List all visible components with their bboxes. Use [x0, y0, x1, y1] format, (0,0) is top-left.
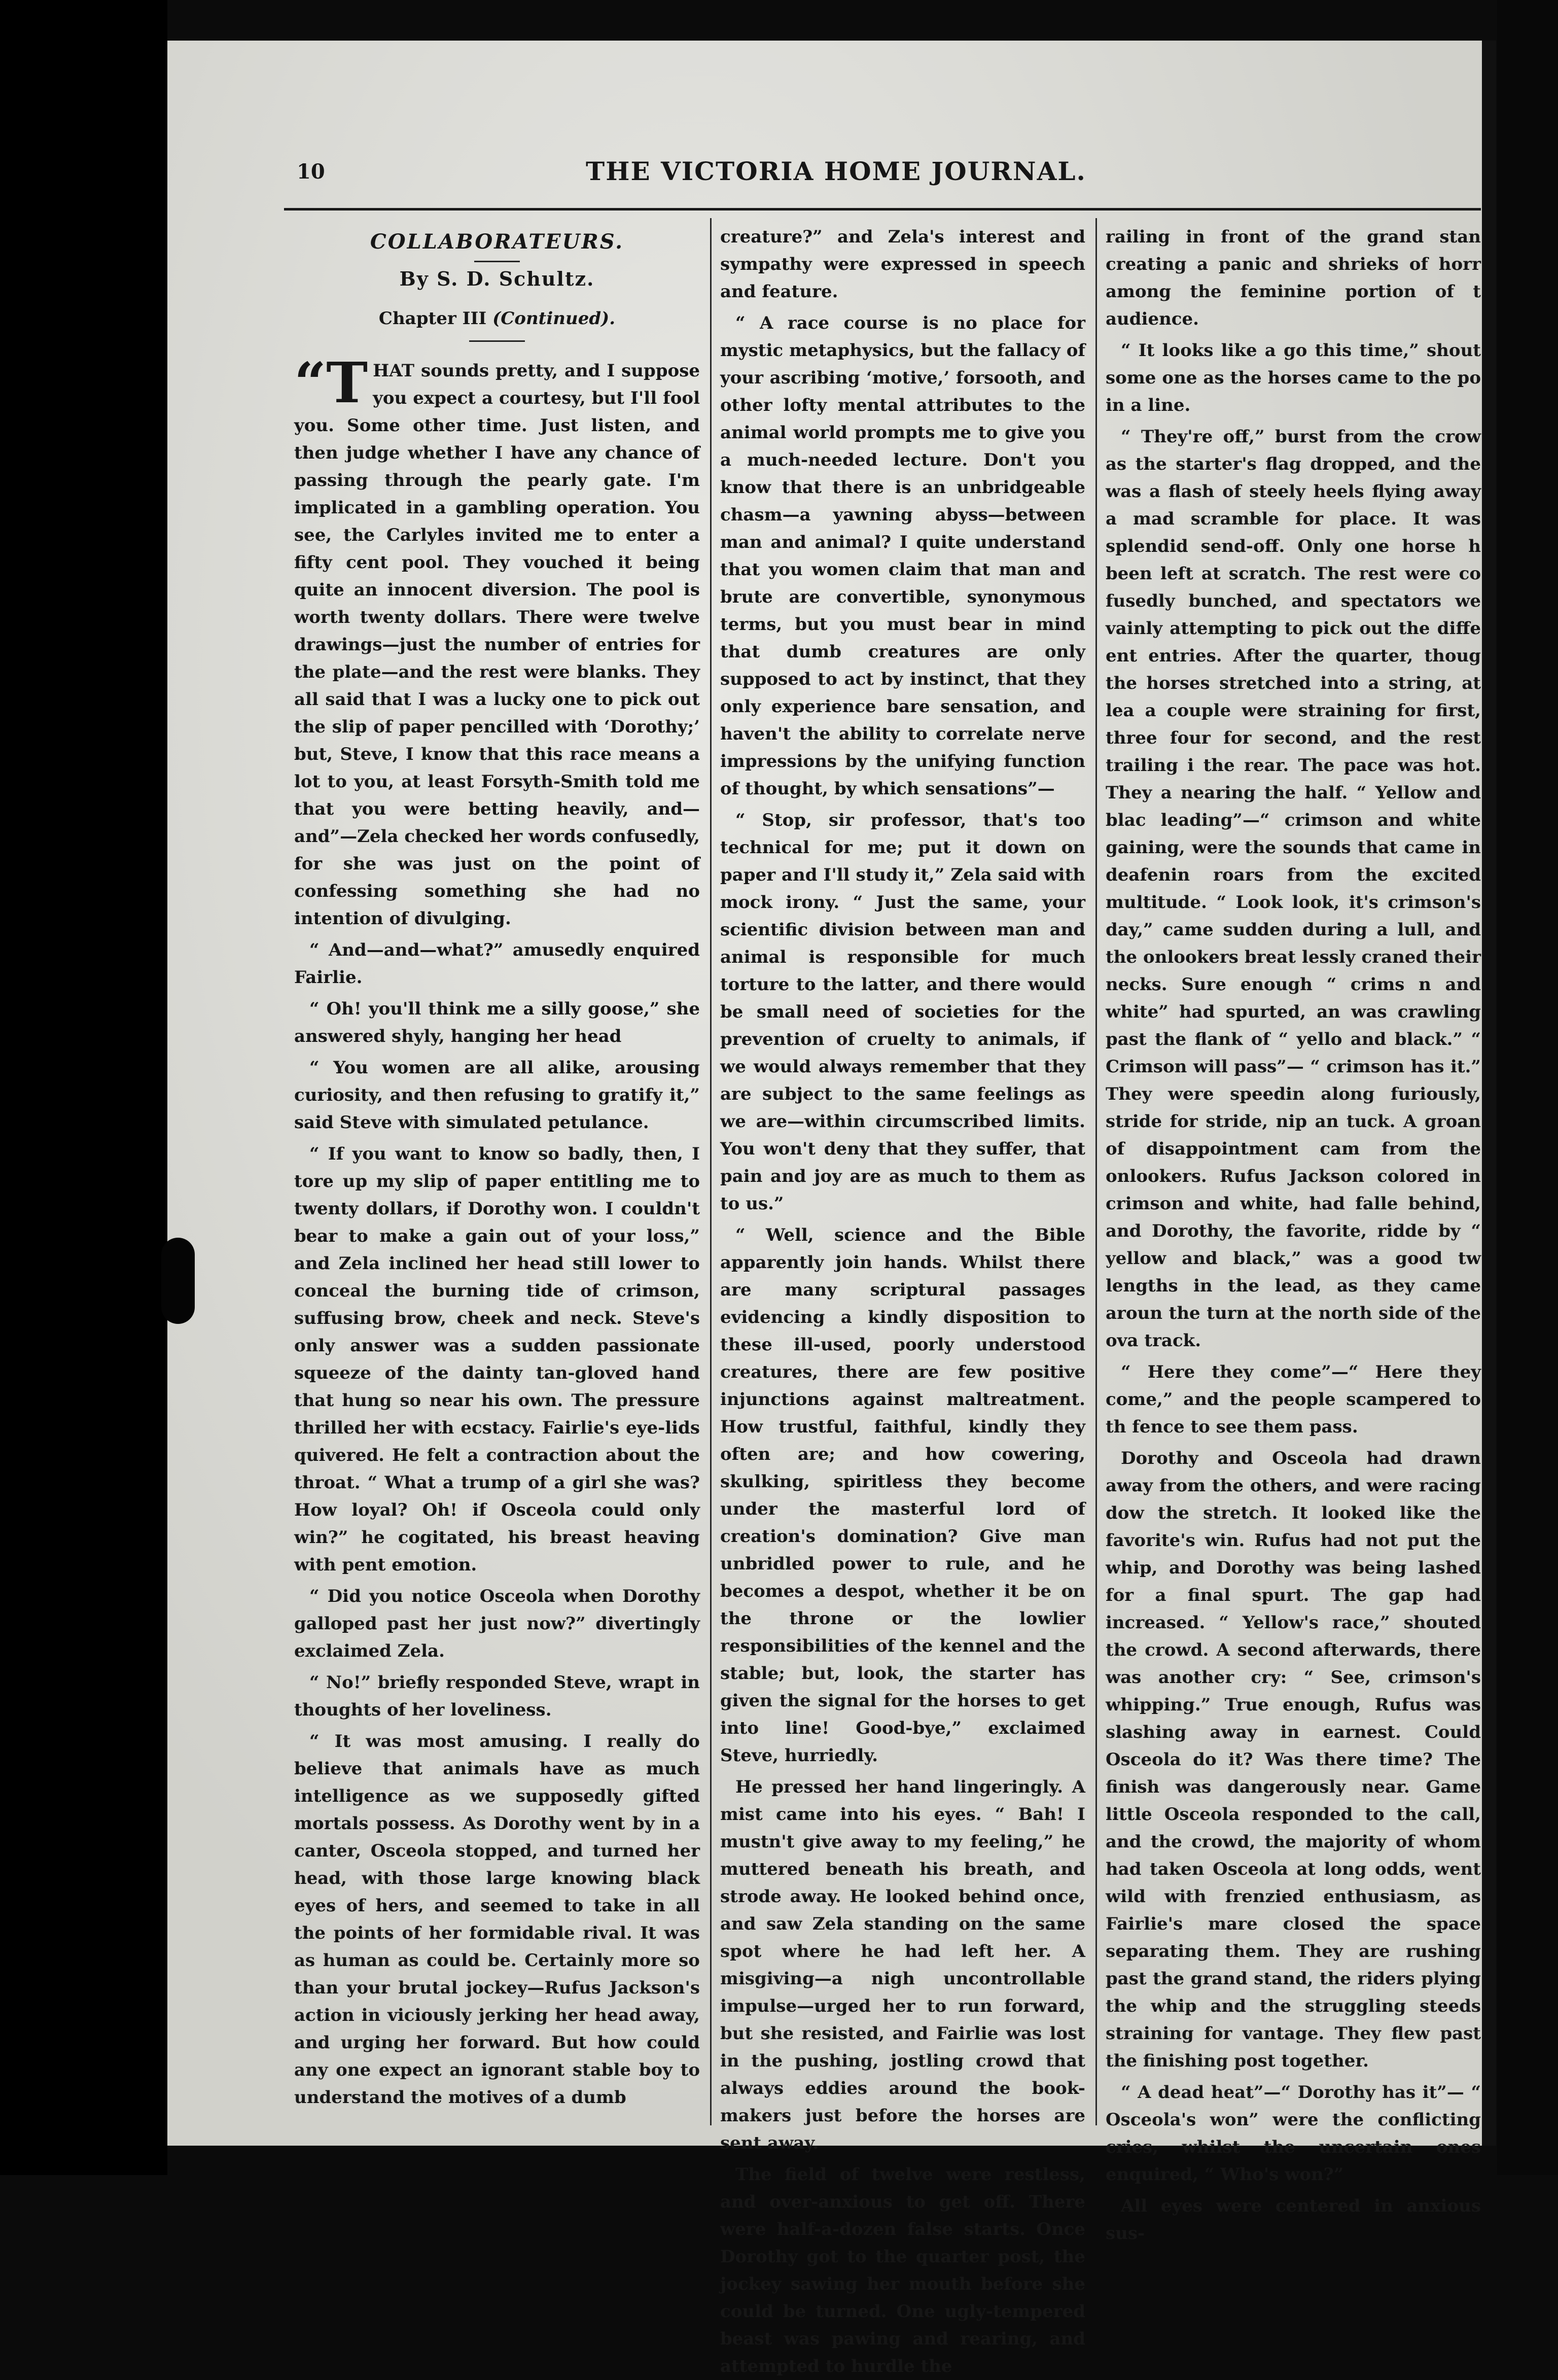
paragraph: “ They're off,” burst from the crow as the starter's flag dropped, and the was a flash of steely heels flying away a mad scramble for place. It was splendid send-off. Only one horse h been left at scratch. The rest were co fusedly bunched, and spectators we vainly attempting to pick out the diffe ent entries. After the quarter, thoug the horses stretched into a string, at lea a couple were straining for first, three four for second, and the rest trailing i the rear. The pace was hot. They a nearing the half. “ Yellow and blac leading”—“ crimson and white gaining, were the sounds that came in deafenin roars from the excited multitude. “ Look look, it's crimson's day,” came sudden during a lull, and the onlookers breat lessly craned their necks. Sure enough “ crims n and white” had spurted, an was crawling past the flank of “ yello and black.” “ Crimson will pass”— “ crimson has it.” They were speedin along furiously, stride for stride, nip an tuck. A groan of disappointment cam from the onlookers. Rufus Jackson colored in crimson and white, had falle behind, and Dorothy, the favorite, ridde by “ yellow and black,” was a good tw lengths in the lead, as they came aroun the turn at the north side of the ova track. — [1106, 427, 1481, 1351]
paragraph: “ If you want to know so badly, then, I tore up my slip of paper entitling me to twenty dollars, if Dorothy won. I couldn't bear to make a gain out of your loss,” and Zela inclined her head still lower to conceal the burning tide of crimson, suffusing brow, cheek and neck. Steve's only answer was a sudden passionate squeeze of the dainty tan-gloved hand that hung so near his own. The pressure thrilled her with ecstacy. Fairlie's eye-lids quivered. He felt a contraction about the throat. “ What a trump of a girl she was? How loyal? Oh! if Osceola could only win?” he cogitated, his breast heaving with pent emotion. — [294, 1144, 700, 1575]
chapter-label: Chapter III — [378, 308, 487, 329]
paragraph: “ Oh! you'll think me a silly goose,” she answered shyly, hanging her head — [294, 999, 700, 1046]
page-header — [297, 152, 1473, 198]
chapter-heading — [294, 305, 700, 332]
paragraph: “ It was most amusing. I really do believe that animals have as much intelligence as we supposedly gifted mortals possess. As Dorothy went by in a canter, Osceola stopped, and turned her head, with those large knowing black eyes of hers, and seemed to take in all the points of her formidable rival. It was as human as could be. Certainly more so than your brutal jockey—Rufus Jackson's action in viciously jerking her head away, and urging her forward. But how could any one expect an ignorant stable boy to understand the motives of a dumb — [294, 1731, 700, 2108]
page-edge-shadow — [1482, 41, 1496, 2146]
paragraph: “ No!” briefly responded Steve, wrapt in thoughts of her loveliness. — [294, 1672, 700, 1720]
newspaper-page — [167, 41, 1496, 2376]
paragraph: “ Here they come”—“ Here they come,” and the people scampered to th fence to see them pass. — [1106, 1362, 1481, 1437]
paragraph: Dorothy and Osceola had drawn away from the others, and were racing dow the stretch. It looked like the favorite's win. Rufus had not put the whip, and Dorothy was being lashed for a final spurt. The gap had increased. “ Yellow's race,” shouted the crowd. A second afterwards, there was another cry: “ See, crimson's whipping.” True enough, Rufus was slashing away in earnest. Could Osceola do it? Was there time? The finish was dangerously near. Game little Osceola responded to the call, and the crowd, the majority of whom had taken Osceola at long odds, went wild with frenzied enthusiasm, as Fairlie's mare closed the space separating them. They are rushing past the grand stand, the riders plying the whip and the struggling steeds straining for vantage. They flew past the finishing post together. — [1106, 1448, 1481, 2071]
ink-blot — [161, 1238, 195, 1324]
paragraph: The field of twelve were restless, and over-anxious to get off. There were half-a-dozen false starts. Once Dorothy got to the quarter post, the jockey sawing her mouth before she could be turned. One ugly-tempered beast was pawing and rearing, and attempted to hurdle the — [720, 2164, 1085, 2376]
paragraph-text: sounds pretty, and I suppose you expect a courtesy, but I'll fool you. Some other time. Just listen, and then judge whether I have any chance of passing through the pearly gate. I'm implicated in a gambling operation. You see, the Carlyles invited me to enter a fifty cent pool. They vouched it being quite an innocent diversion. The pool is worth twenty dollars. There were twelve drawings—just the number of entries for the plate—and the rest were blanks. They all said that I was a lucky one to pick out the slip of paper pencilled with ‘Dorothy;’ but, Steve, I know that this race means a lot to you, at least Forsyth-Smith told me that you were betting heavily, and—and”—Zela checked her words confusedly, for she was just on the point of confessing something she had no intention of divulging. — [294, 361, 700, 929]
paragraph: All eyes were centered in anxious sus- — [1106, 2196, 1481, 2244]
lead-word: HAT — [373, 361, 415, 381]
column-divider-1 — [710, 218, 712, 2125]
drop-cap: “T — [294, 350, 368, 415]
paragraph: “ And—and—what?” amusedly enquired Fairlie. — [294, 940, 700, 988]
journal-title: THE VICTORIA HOME JOURNAL. — [586, 156, 1086, 186]
paragraph: “ A race course is no place for mystic metaphysics, but the fallacy of your ascribing ‘motive,’ forsooth, and other lofty mental attributes to the animal world prompts me to give you a much-needed lecture. Don't you know that there is an unbridgeable chasm—a yawning abyss—between man and animal? I quite understand that you women claim that man and brute are convertible, synonymous terms, but you must bear in mind that dumb creatures are only supposed to act by instinct, that they only experience bare sensation, and haven't the ability to correlate nerve impressions by the unifying function of thought, by which sensations”— — [720, 313, 1085, 799]
header-rule — [284, 208, 1481, 211]
film-border-right — [1497, 0, 1558, 2175]
page-number: 10 — [297, 160, 325, 184]
text-column-2 — [720, 223, 1085, 2376]
chapter-note: (Continued). — [492, 308, 616, 329]
paragraph: “ It looks like a go this time,” shout some one as the horses came to the po in a line. — [1106, 340, 1481, 415]
paragraph: “ Did you notice Osceola when Dorothy galloped past her just now?” divertingly exclaimed Zela. — [294, 1586, 700, 1661]
paragraph — [294, 350, 700, 932]
article-byline: By S. D. Schultz. — [399, 267, 595, 290]
column-divider-2 — [1095, 218, 1097, 2125]
paragraph: “ Well, science and the Bible apparently join hands. Whilst there are many scriptural passages evidencing a kindly disposition to these ill-used, poorly understood creatures, there are few positive injunctions against maltreatment. How trustful, faithful, kindly they often are; and how cowering, skulking, spiritless they become under the masterful lord of creation's domination? Give man unbridled power to rule, and he becomes a despot, whether it be on the throne or the lowlier responsibilities of the kennel and the stable; but, look, the starter has given the signal for the horses to get into line! Good-bye,” exclaimed Steve, hurriedly. — [720, 1225, 1085, 1766]
chapter-rule — [469, 340, 525, 342]
paragraph: creature?” and Zela's interest and sympathy were expressed in speech and feature. — [720, 227, 1085, 302]
paragraph: “ A dead heat”—“ Dorothy has it”— “ Osceola's won” were the conflicting cries, whilst the uncertain ones enquired, “ Who's won?” — [1106, 2082, 1481, 2185]
text-column-1 — [294, 223, 700, 2130]
paragraph: “ You women are all alike, arousing curiosity, and then refusing to gratify it,” said Steve with simulated petulance. — [294, 1058, 700, 1133]
paragraph: railing in front of the grand stan creating a panic and shrieks of horr among the feminine portion of t audience. — [1106, 227, 1481, 329]
article-title: COLLABORATEURS. — [370, 230, 624, 254]
text-column-3 — [1106, 223, 1481, 2244]
paragraph: “ Stop, sir professor, that's too technical for me; put it down on paper and I'll study it,” Zela said with mock irony. “ Just the same, your scientific division between man and animal is responsible for much torture to the latter, and there would be small need of societies for the prevention of cruelty to animals, if we would always remember that they are subject to the same feelings as we are—within circumscribed limits. You won't deny that they suffer, that pain and joy are as much to them as to us.” — [720, 810, 1085, 1214]
film-border-left — [0, 0, 167, 2175]
paragraph: He pressed her hand lingeringly. A mist came into his eyes. “ Bah! I mustn't give away to my feeling,” he muttered beneath his breath, and strode away. He looked behind once, and saw Zela standing on the same spot where he had left her. A misgiving—a nigh uncontrollable impulse—urged her to run forward, but she resisted, and Fairlie was lost in the pushing, jostling crowd that always eddies around the book-makers just before the horses are sent away. — [720, 1777, 1085, 2153]
title-rule — [474, 261, 520, 262]
